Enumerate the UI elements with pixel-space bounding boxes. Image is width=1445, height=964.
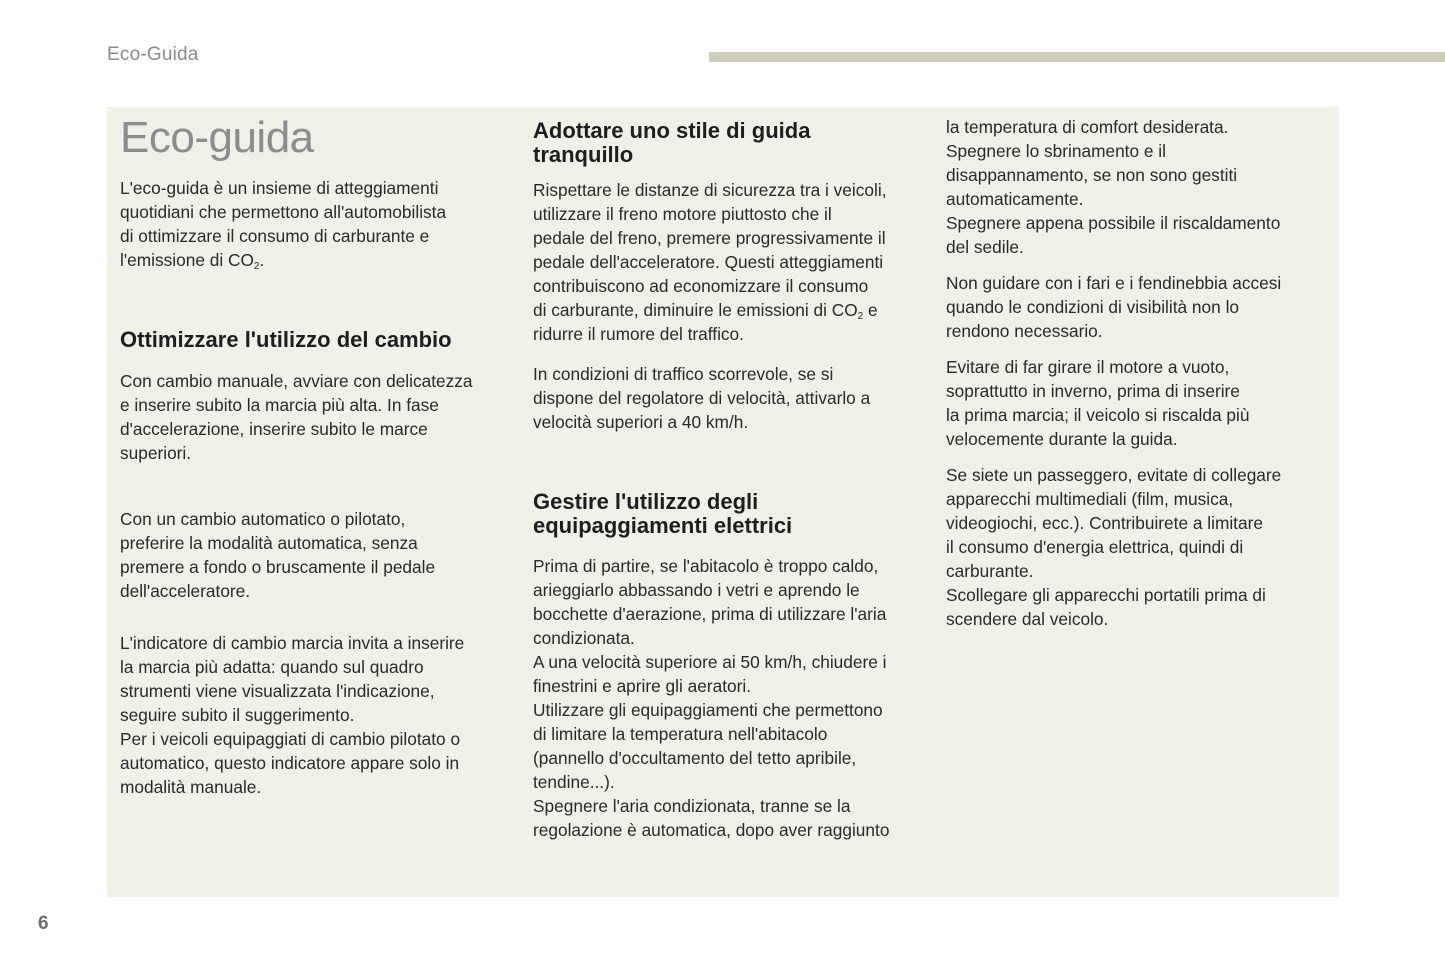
text-line: il consumo d'energia elettrica, quindi di	[946, 537, 1244, 557]
text-line: arieggiarlo abbassando i vetri e aprendo le	[533, 580, 860, 600]
text-line: di ottimizzare il consumo di carburante e	[120, 226, 430, 246]
text-line: pedale del freno, premere progressivamente il	[533, 228, 886, 248]
text-line: dell'acceleratore.	[120, 581, 251, 601]
text-line: Utilizzare gli equipaggiamenti che permettono	[533, 700, 883, 720]
heading-line: Adottare uno stile di guida	[533, 118, 811, 143]
text-line: Rispettare le distanze di sicurezza tra i veicoli,	[533, 180, 887, 200]
text-line: di limitare la temperatura nell'abitacolo	[533, 724, 828, 744]
text-line: premere a fondo o bruscamente il pedale	[120, 557, 436, 577]
text-line: modalità manuale.	[120, 777, 262, 797]
text-line: apparecchi multimediali (film, musica,	[946, 489, 1234, 509]
text-line: del sedile.	[946, 237, 1024, 257]
section-heading-cambio: Ottimizzare l'utilizzo del cambio	[120, 327, 452, 352]
heading-line: equipaggiamenti elettrici	[533, 513, 793, 538]
text-line: la marcia più adatta: quando sul quadro	[120, 657, 424, 677]
text-line: L'eco-guida è un insieme di atteggiamenti	[120, 178, 439, 198]
text-line: strumenti viene visualizzata l'indicazione,	[120, 681, 435, 701]
text-fragment: e	[863, 300, 878, 320]
paragraph-motore	[946, 355, 1250, 451]
intro-paragraph	[120, 176, 446, 272]
text-line: automatico, questo indicatore appare solo in	[120, 753, 460, 773]
text-line: utilizzare il freno motore piuttosto che il	[533, 204, 832, 224]
paragraph-manual	[120, 369, 473, 465]
text-line: Spegnere appena possibile il riscaldamento	[946, 213, 1281, 233]
text-line: videogiochi, ecc.). Contribuirete a limitare	[946, 513, 1263, 533]
text-line: tendine...).	[533, 772, 615, 792]
text-line: A una velocità superiore ai 50 km/h, chiudere i	[533, 652, 887, 672]
text-line: soprattutto in inverno, prima di inserire	[946, 381, 1240, 401]
text-line: superiori.	[120, 443, 192, 463]
page-title: Eco-guida	[120, 113, 314, 162]
text-line: pedale dell'acceleratore. Questi atteggiamenti	[533, 252, 884, 272]
text-fragment: di carburante, diminuire le emissioni di CO	[533, 300, 858, 320]
text-line: la temperatura di comfort desiderata.	[946, 117, 1229, 137]
text-line: (pannello d'occultamento del tetto apribile,	[533, 748, 857, 768]
header-title: Eco-Guida	[107, 44, 199, 65]
text-line: rendono necessario.	[946, 321, 1103, 341]
paragraph-fari	[946, 271, 1281, 343]
text-line: Scollegare gli apparecchi portatili prima di	[946, 585, 1266, 605]
heading-line: tranquillo	[533, 142, 634, 167]
text-line: carburante.	[946, 561, 1034, 581]
paragraph-passeggero	[946, 463, 1281, 631]
text-line: condizionata.	[533, 628, 635, 648]
text-line: contribuiscono ad economizzare il consumo	[533, 276, 869, 296]
text-line: Non guidare con i fari e i fendinebbia accesi	[946, 273, 1282, 293]
text-line: preferire la modalità automatica, senza	[120, 533, 418, 553]
text-line: quotidiani che permettono all'automobilista	[120, 202, 447, 222]
text-line: disappannamento, se non sono gestiti	[946, 165, 1238, 185]
text-line: bocchette d'aerazione, prima di utilizzare l'aria	[533, 604, 887, 624]
paragraph-traffico	[533, 362, 870, 434]
paragraph-distanze	[533, 178, 886, 346]
paragraph-partire	[533, 554, 889, 842]
text-line: L'indicatore di cambio marcia invita a inserire	[120, 633, 465, 653]
text-line: seguire subito il suggerimento.	[120, 705, 355, 725]
text-line: automaticamente.	[946, 189, 1084, 209]
text-line	[533, 298, 886, 322]
page-number: 6	[38, 913, 49, 934]
text-fragment: .	[259, 250, 265, 270]
text-line: regolazione è automatica, dopo aver raggiunto	[533, 820, 890, 840]
text-line: Spegnere lo sbrinamento e il	[946, 141, 1166, 161]
text-line: finestrini e aprire gli aeratori.	[533, 676, 752, 696]
text-line: Con cambio manuale, avviare con delicatezza	[120, 371, 473, 391]
section-heading-stile	[533, 119, 810, 167]
paragraph-continued	[946, 115, 1280, 259]
text-line: Per i veicoli equipaggiati di cambio pilotato o	[120, 729, 461, 749]
heading-line: Gestire l'utilizzo degli	[533, 489, 759, 514]
subscript: 2	[857, 311, 864, 322]
text-line: Se siete un passeggero, evitate di collegare	[946, 465, 1282, 485]
text-line: ridurre il rumore del traffico.	[533, 324, 744, 344]
text-fragment: l'emissione di CO	[120, 250, 254, 270]
text-line: e inserire subito la marcia più alta. In fase	[120, 395, 439, 415]
text-line: Spegnere l'aria condizionata, tranne se la	[533, 796, 851, 816]
header-bar	[709, 52, 1445, 62]
text-line: Evitare di far girare il motore a vuoto,	[946, 357, 1230, 377]
text-line: velocità superiori a 40 km/h.	[533, 412, 749, 432]
subscript: 2	[253, 261, 260, 272]
text-line: scendere dal veicolo.	[946, 609, 1109, 629]
text-line: Prima di partire, se l'abitacolo è troppo caldo,	[533, 556, 879, 576]
text-line: quando le condizioni di visibilità non lo	[946, 297, 1240, 317]
text-line: d'accelerazione, inserire subito le marce	[120, 419, 428, 439]
text-line	[120, 248, 446, 272]
text-line: velocemente durante la guida.	[946, 429, 1178, 449]
text-line: In condizioni di traffico scorrevole, se si	[533, 364, 834, 384]
content-panel	[107, 107, 1339, 897]
text-line: dispone del regolatore di velocità, attivarlo a	[533, 388, 871, 408]
text-line: Con un cambio automatico o pilotato,	[120, 509, 406, 529]
text-line: la prima marcia; il veicolo si riscalda più	[946, 405, 1250, 425]
section-heading-elettrici	[533, 490, 792, 538]
paragraph-automatic	[120, 507, 435, 603]
paragraph-indicator	[120, 631, 464, 799]
